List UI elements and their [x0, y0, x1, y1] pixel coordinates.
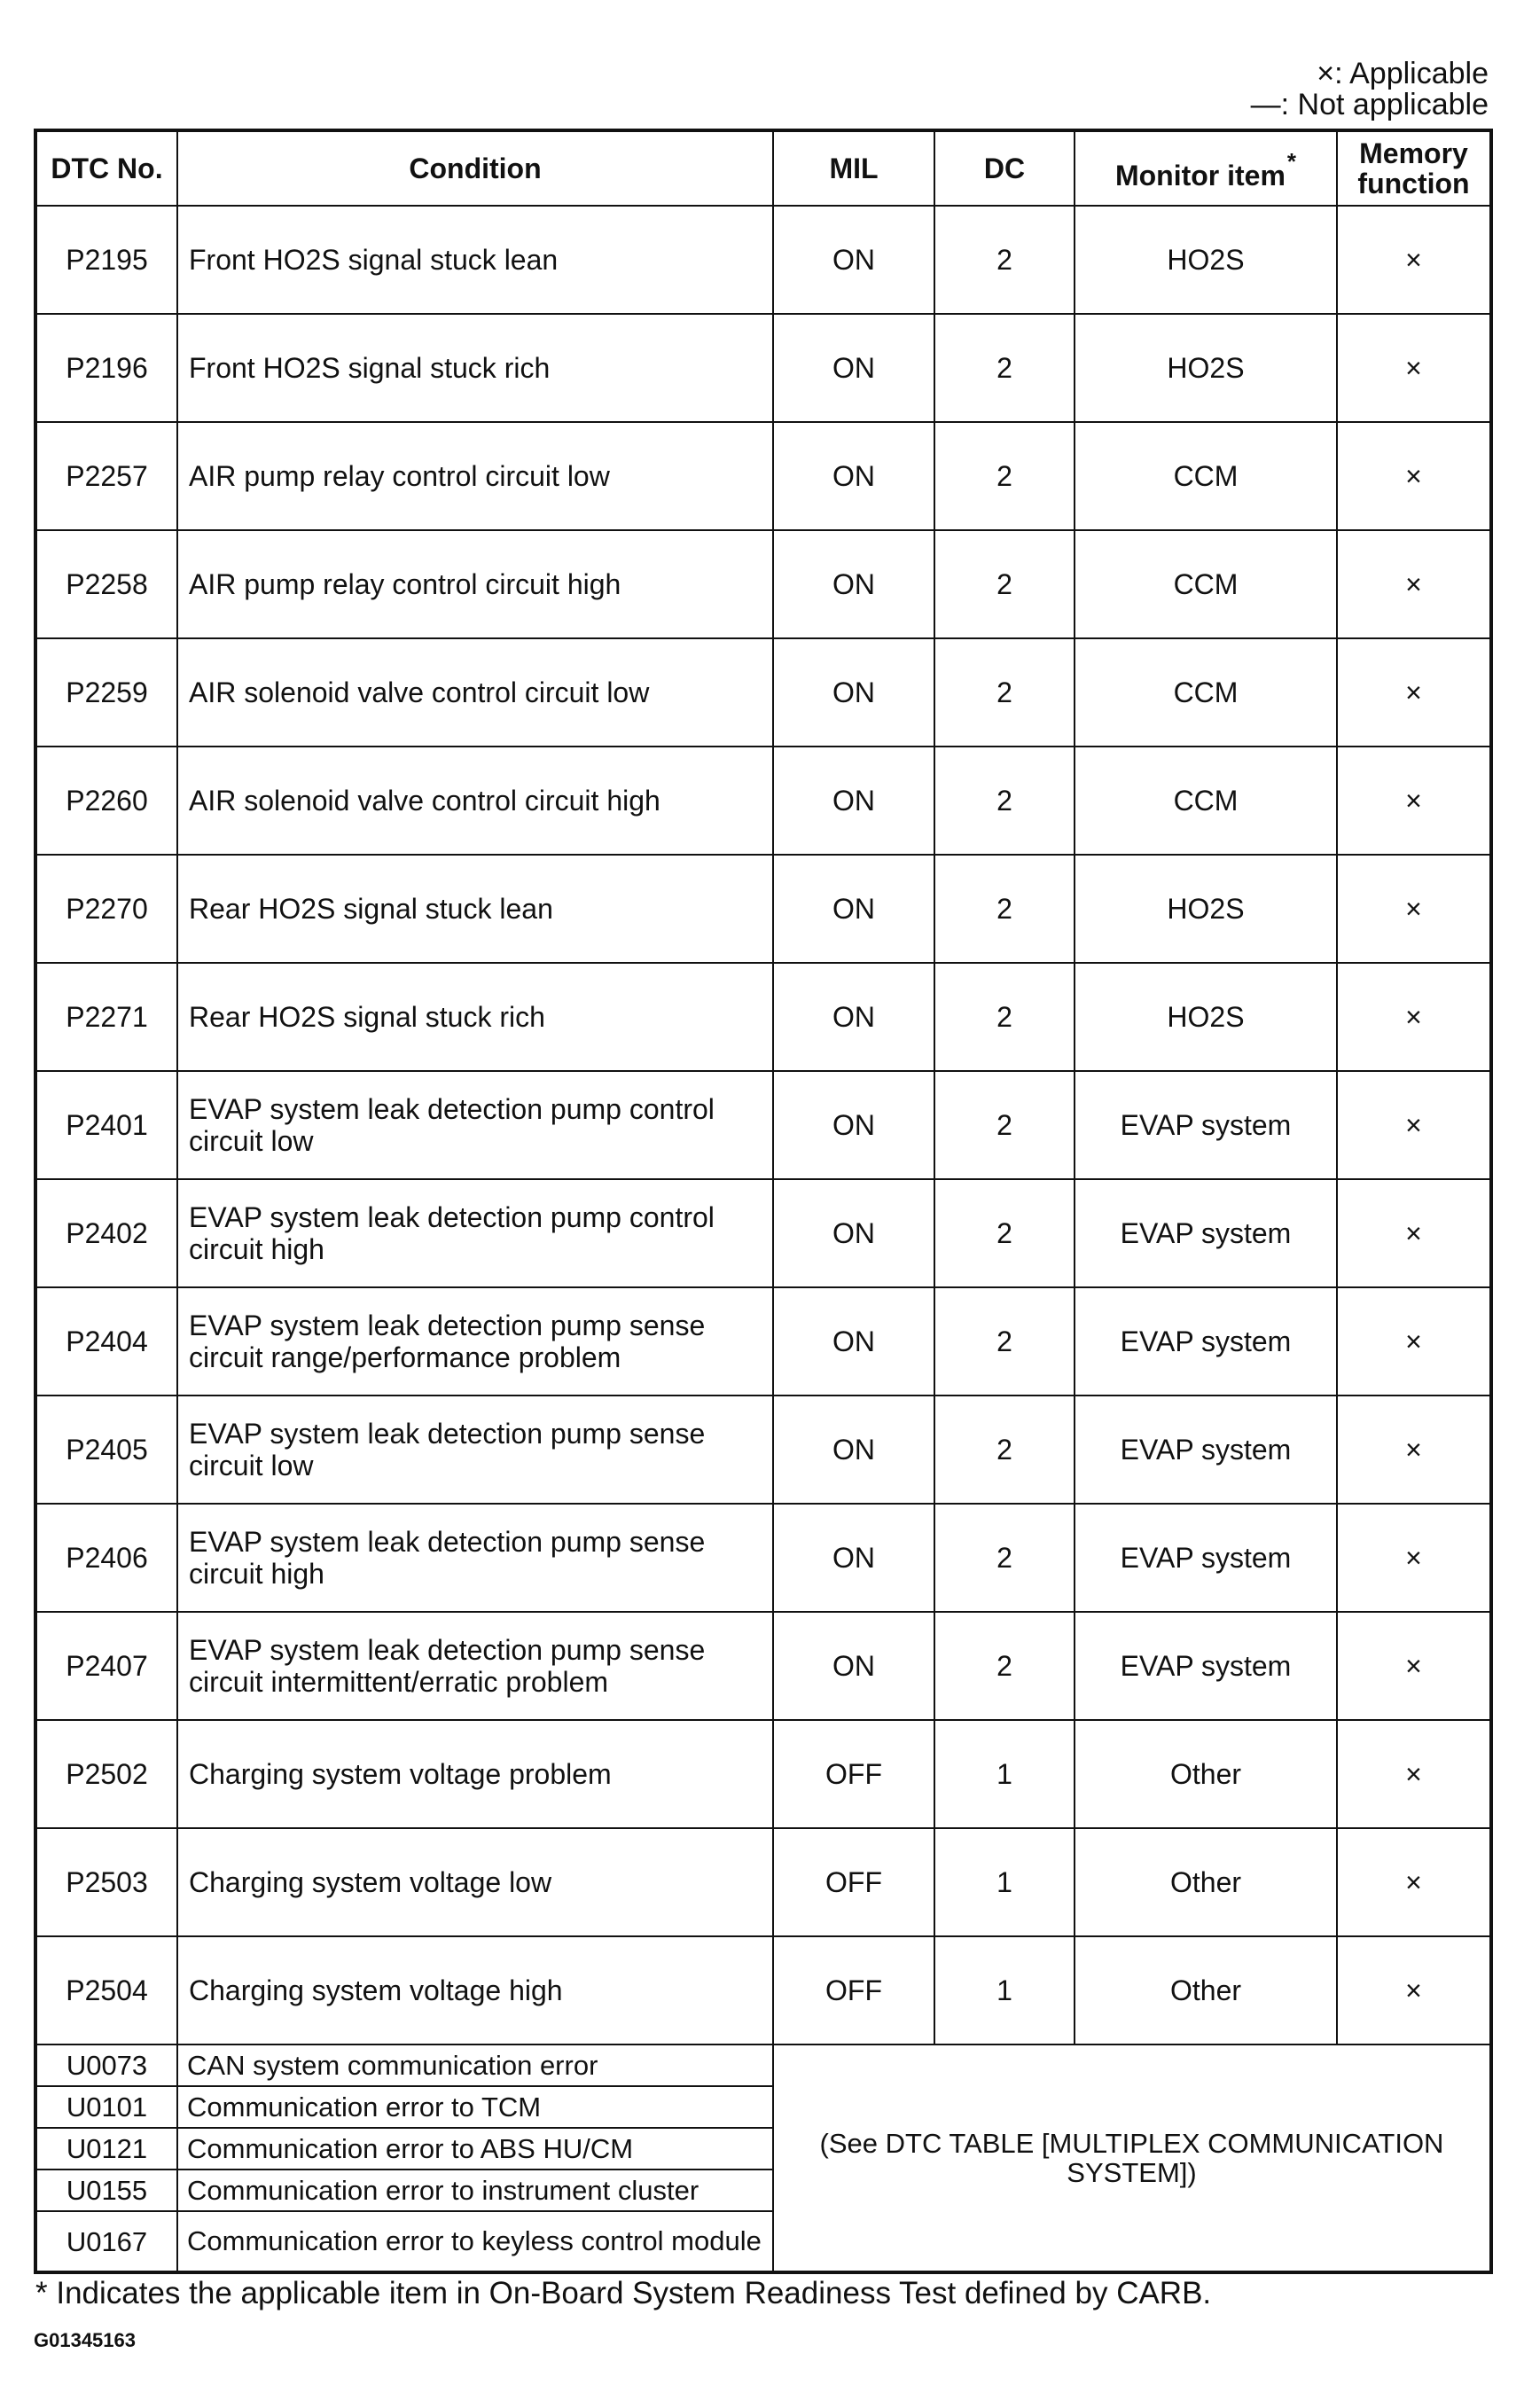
condition: AIR solenoid valve control circuit low [177, 638, 773, 747]
memory-function: × [1337, 314, 1491, 422]
table-row [35, 747, 1491, 855]
mil: OFF [773, 1828, 934, 1936]
monitor-item: HO2S [1075, 963, 1337, 1071]
dtc-code: P2404 [35, 1287, 177, 1396]
dtc-code: P2502 [35, 1720, 177, 1828]
condition: Communication error to ABS HU/CM [177, 2128, 773, 2170]
memory-function: × [1337, 855, 1491, 963]
dc: 2 [934, 963, 1075, 1071]
mil: ON [773, 1504, 934, 1612]
dtc-code: P2503 [35, 1828, 177, 1936]
memory-function: × [1337, 1071, 1491, 1179]
dtc-code: P2406 [35, 1504, 177, 1612]
monitor-item: Other [1075, 1720, 1337, 1828]
dtc-code: P2270 [35, 855, 177, 963]
condition: Charging system voltage problem [177, 1720, 773, 1828]
condition: CAN system communication error [177, 2044, 773, 2086]
mil: ON [773, 1287, 934, 1396]
mil: ON [773, 314, 934, 422]
dtc-code: P2405 [35, 1396, 177, 1504]
condition: EVAP system leak detection pump control circuit high [177, 1179, 773, 1287]
dc: 2 [934, 1396, 1075, 1504]
memory-function: × [1337, 206, 1491, 314]
header-row [35, 130, 1491, 206]
table-row [35, 963, 1491, 1071]
monitor-item: Other [1075, 1936, 1337, 2044]
header-monitor-item-label: Monitor item [1114, 160, 1286, 192]
readiness-star: * [1286, 148, 1297, 175]
monitor-item: CCM [1075, 747, 1337, 855]
dc: 2 [934, 1179, 1075, 1287]
condition: AIR solenoid valve control circuit high [177, 747, 773, 855]
mil: ON [773, 1396, 934, 1504]
table-row-communication [35, 2044, 1491, 2086]
mil: ON [773, 422, 934, 530]
mil: ON [773, 963, 934, 1071]
monitor-item: EVAP system [1075, 1612, 1337, 1720]
mil: OFF [773, 1720, 934, 1828]
dc: 2 [934, 1287, 1075, 1396]
table-row [35, 1504, 1491, 1612]
mil: ON [773, 855, 934, 963]
condition: Communication error to keyless control module [177, 2211, 773, 2272]
table-row [35, 1287, 1491, 1396]
monitor-item: CCM [1075, 422, 1337, 530]
dtc-code: P2407 [35, 1612, 177, 1720]
dc: 2 [934, 314, 1075, 422]
dtc-code: U0101 [35, 2086, 177, 2128]
mil: ON [773, 747, 934, 855]
mil: ON [773, 638, 934, 747]
footnote: * Indicates the applicable item in On-Board System Readiness Test defined by CARB. [35, 2276, 1212, 2310]
header-dtc-no: DTC No. [35, 130, 177, 206]
memory-function: × [1337, 1287, 1491, 1396]
dtc-code: P2504 [35, 1936, 177, 2044]
dc: 2 [934, 855, 1075, 963]
dc: 1 [934, 1936, 1075, 2044]
mil: ON [773, 1179, 934, 1287]
dc: 2 [934, 1071, 1075, 1179]
mil: ON [773, 530, 934, 638]
monitor-item: HO2S [1075, 314, 1337, 422]
condition: Charging system voltage high [177, 1936, 773, 2044]
memory-function: × [1337, 1504, 1491, 1612]
dc: 2 [934, 1612, 1075, 1720]
mil: ON [773, 1612, 934, 1720]
dc: 2 [934, 530, 1075, 638]
condition: Front HO2S signal stuck lean [177, 206, 773, 314]
dc: 2 [934, 422, 1075, 530]
dtc-code: U0121 [35, 2128, 177, 2170]
monitor-item: CCM [1075, 638, 1337, 747]
monitor-item: CCM [1075, 530, 1337, 638]
condition: EVAP system leak detection pump control circuit low [177, 1071, 773, 1179]
table-row [35, 638, 1491, 747]
mil: ON [773, 206, 934, 314]
condition: Front HO2S signal stuck rich [177, 314, 773, 422]
condition: AIR pump relay control circuit high [177, 530, 773, 638]
dc: 1 [934, 1828, 1075, 1936]
memory-function: × [1337, 1179, 1491, 1287]
monitor-item: EVAP system [1075, 1396, 1337, 1504]
table-row [35, 1179, 1491, 1287]
table-row [35, 1720, 1491, 1828]
dtc-code: P2401 [35, 1071, 177, 1179]
table-row [35, 1396, 1491, 1504]
memory-function: × [1337, 963, 1491, 1071]
condition: Rear HO2S signal stuck rich [177, 963, 773, 1071]
monitor-item: EVAP system [1075, 1504, 1337, 1612]
table-row [35, 1071, 1491, 1179]
memory-function: × [1337, 1396, 1491, 1504]
table-row [35, 1612, 1491, 1720]
dtc-code: P2195 [35, 206, 177, 314]
condition: Rear HO2S signal stuck lean [177, 855, 773, 963]
condition: Communication error to TCM [177, 2086, 773, 2128]
dc: 2 [934, 206, 1075, 314]
memory-function: × [1337, 1720, 1491, 1828]
table-row [35, 530, 1491, 638]
table-row [35, 314, 1491, 422]
dtc-code: U0073 [35, 2044, 177, 2086]
condition: Charging system voltage low [177, 1828, 773, 1936]
table-row [35, 1936, 1491, 2044]
dtc-table [34, 129, 1493, 2274]
dtc-code: P2196 [35, 314, 177, 422]
dtc-code: U0167 [35, 2211, 177, 2272]
condition: EVAP system leak detection pump sense circuit low [177, 1396, 773, 1504]
condition: Communication error to instrument cluster [177, 2170, 773, 2211]
header-monitor-item [1075, 130, 1337, 206]
table-row [35, 1828, 1491, 1936]
monitor-item: EVAP system [1075, 1287, 1337, 1396]
figure-id: G01345163 [34, 2329, 136, 2351]
dtc-code: P2257 [35, 422, 177, 530]
header-mil: MIL [773, 130, 934, 206]
legend [1251, 59, 1489, 121]
dtc-code: P2402 [35, 1179, 177, 1287]
legend-not-applicable: —: Not applicable [1250, 88, 1489, 121]
dtc-code: U0155 [35, 2170, 177, 2211]
dtc-code: P2258 [35, 530, 177, 638]
dc: 2 [934, 638, 1075, 747]
monitor-item: HO2S [1075, 206, 1337, 314]
memory-function: × [1337, 422, 1491, 530]
dc: 1 [934, 1720, 1075, 1828]
header-condition: Condition [177, 130, 773, 206]
mil: ON [773, 1071, 934, 1179]
table-row [35, 206, 1491, 314]
memory-function: × [1337, 530, 1491, 638]
table-row [35, 422, 1491, 530]
memory-function: × [1337, 1828, 1491, 1936]
table-row [35, 855, 1491, 963]
dtc-code: P2271 [35, 963, 177, 1071]
memory-function: × [1337, 747, 1491, 855]
monitor-item: HO2S [1075, 855, 1337, 963]
condition: EVAP system leak detection pump sense circuit high [177, 1504, 773, 1612]
memory-function: × [1337, 1936, 1491, 2044]
header-dc: DC [934, 130, 1075, 206]
condition: AIR pump relay control circuit low [177, 422, 773, 530]
memory-function: × [1337, 638, 1491, 747]
monitor-item: EVAP system [1075, 1179, 1337, 1287]
dc: 2 [934, 1504, 1075, 1612]
dtc-code: P2259 [35, 638, 177, 747]
dtc-code: P2260 [35, 747, 177, 855]
mil: OFF [773, 1936, 934, 2044]
condition: EVAP system leak detection pump sense circuit range/performance problem [177, 1287, 773, 1396]
legend-applicable: ×: Applicable [1317, 57, 1489, 90]
dc: 2 [934, 747, 1075, 855]
see-multiplex-note: (See DTC TABLE [MULTIPLEX COMMUNICATION SYSTEM]) [773, 2044, 1491, 2272]
header-memory-function: Memory function [1337, 130, 1491, 206]
monitor-item: EVAP system [1075, 1071, 1337, 1179]
condition: EVAP system leak detection pump sense circuit intermittent/erratic problem [177, 1612, 773, 1720]
memory-function: × [1337, 1612, 1491, 1720]
monitor-item: Other [1075, 1828, 1337, 1936]
